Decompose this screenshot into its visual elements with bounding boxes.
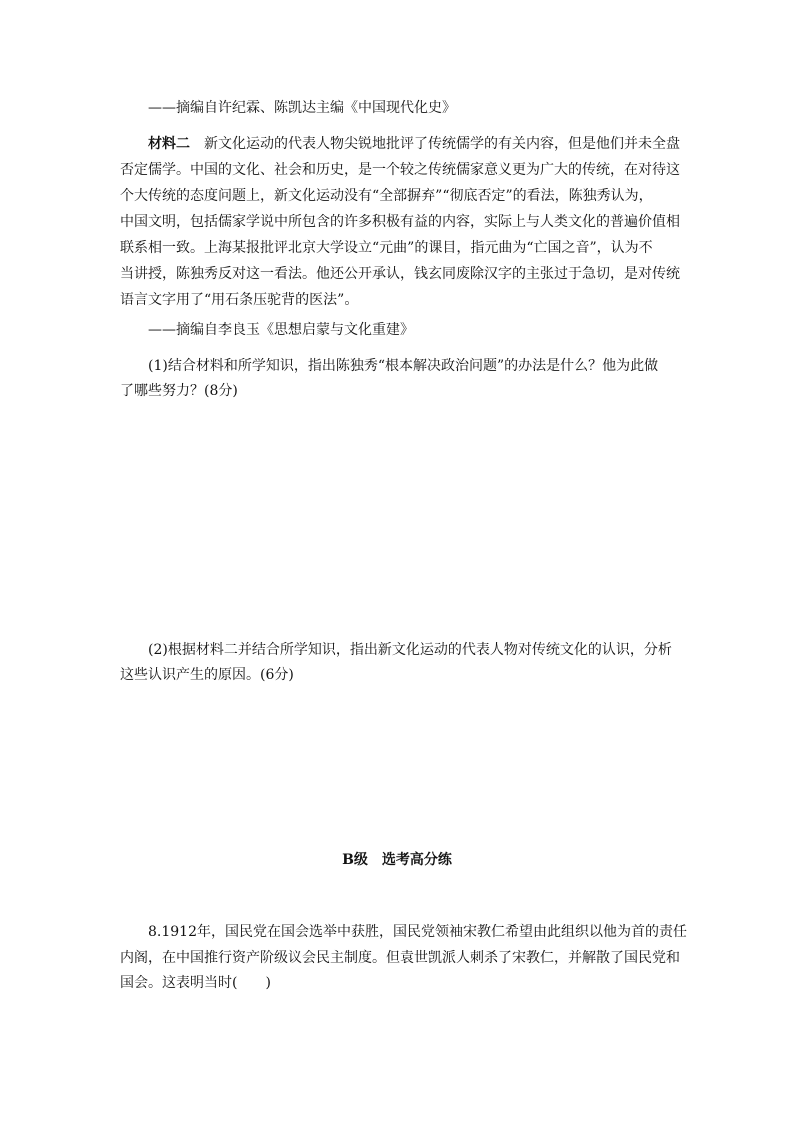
source-citation-1: ——摘编自许纪霖、陈凯达主编《中国现代化史》 (148, 100, 456, 116)
question-2-line-1: (2)根据材料二并结合所学知识，指出新文化运动的代表人物对传统文化的认识，分析 (148, 642, 672, 658)
question-8-line-2: 内阁，在中国推行资产阶级议会民主制度。但袁世凯派人刺杀了宋教仁，并解散了国民党和 (120, 950, 680, 966)
material-2-line-5: 联系相一致。上海某报批评北京大学设立“元曲”的课目，指元曲为“亡国之音”，认为不 (120, 240, 653, 256)
question-8-line-1: 8.1912年，国民党在国会选举中获胜，国民党领袖宋教仁希望由此组织以他为首的责任 (148, 924, 687, 940)
source-citation-2: ——摘编自李良玉《思想启蒙与文化重建》 (148, 322, 414, 338)
material-2-line-4: 中国文明，包括儒家学说中所包含的许多积极有益的内容，实际上与人类文化的普遍价值相 (120, 214, 680, 230)
material-2-line-2: 否定儒学。中国的文化、社会和历史，是一个较之传统儒家意义更为广大的传统，在对待这 (120, 162, 680, 178)
material-2-text-1: 新文化运动的代表人物尖锐地批评了传统儒学的有关内容，但是他们并未全盘 (204, 136, 680, 152)
question-1-line-1: (1)结合材料和所学知识，指出陈独秀“根本解决政治问题”的办法是什么？他为此做 (148, 358, 659, 374)
material-2-line-1 (148, 131, 708, 157)
question-8-line-3: 国会。这表明当时( ) (120, 975, 271, 991)
material-2-line-3: 个大传统的态度问题上，新文化运动没有“全部摒弃”“彻底否定”的看法，陈独秀认为， (120, 188, 653, 204)
section-b-title: B级 选考高分练 (342, 852, 452, 868)
question-1-line-2: 了哪些努力？(8分) (120, 383, 238, 399)
question-2-line-2: 这些认识产生的原因。(6分) (120, 667, 294, 683)
material-2-line-6: 当讲授，陈独秀反对这一看法。他还公开承认，钱玄同废除汉字的主张过于急切，是对传统 (120, 266, 680, 282)
material-2-label: 材料二 (148, 136, 190, 152)
material-2-line-7: 语言文字用了“用石条压驼背的医法”。 (120, 292, 359, 308)
